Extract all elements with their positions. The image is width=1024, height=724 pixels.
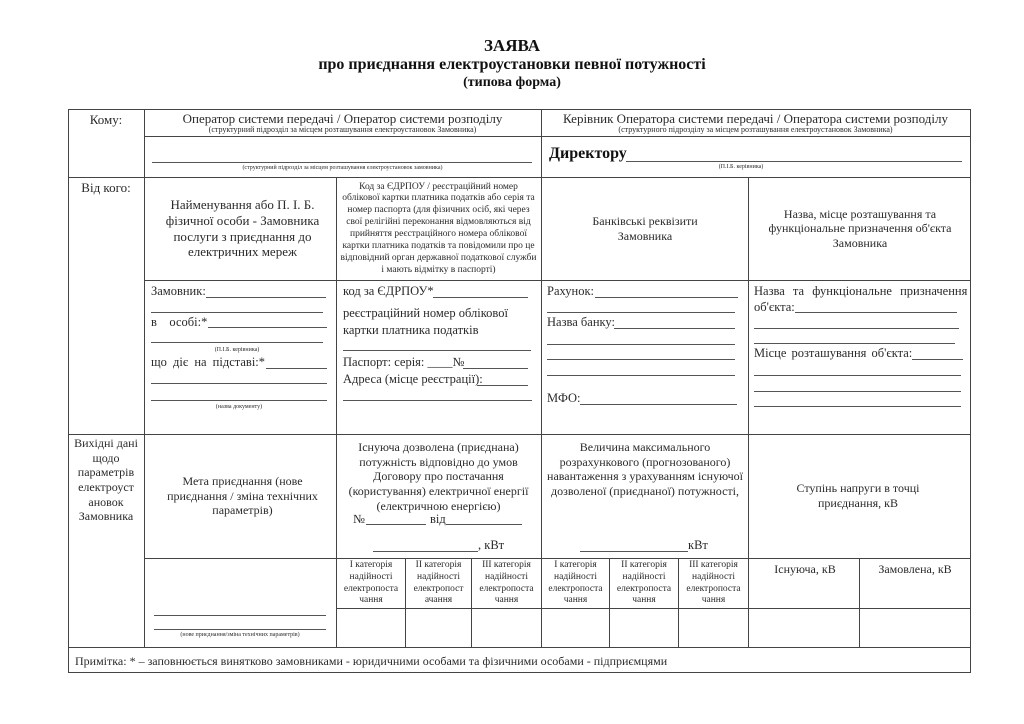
from-label: Від кого:	[81, 180, 131, 195]
bank-name-input-line-2[interactable]	[547, 344, 735, 345]
object-name-label-1: Назва та функціональне призначення	[754, 284, 968, 298]
basis-input-line-3[interactable]	[151, 400, 327, 401]
params-label: Вихідні дані щодо параметрів електроуст ановок Замовника	[74, 436, 138, 524]
border-bottom	[68, 672, 971, 673]
mfo-input-line[interactable]	[580, 404, 737, 405]
footnote: Примітка: * – заповнюється винятково замовниками - юридичними особами та фізичними особами - підприємцями	[75, 654, 668, 668]
customer-code-header: Код за ЄДРПОУ / реєстраційний номер облікової картки платника податків або серія та номер паспорта (для фізичних осіб, які через свої релігійні переконання відмовляються від прийняття реєстраційного номера облікової картки платника податків та повідомили про це відповідний орган державної податкової служби і мають відмітку в паспорті)	[340, 181, 537, 275]
bank-name-input-line[interactable]	[614, 328, 735, 329]
edrpou-input-line[interactable]	[433, 297, 528, 298]
existing-power-header: Існуюча дозволена (приєднана) потужність відповідно до умов Договору про постачання (користування) електричної енергії (електричною енергією)	[348, 440, 529, 513]
passport-label: Паспорт: серія: ____№	[343, 355, 465, 369]
bank-name-input-line-3[interactable]	[547, 359, 735, 360]
object-location-input-line-4[interactable]	[754, 406, 961, 407]
basis-input-line-2[interactable]	[151, 383, 327, 384]
passport-number-input-line[interactable]	[463, 368, 528, 369]
customer-name-header: Найменування або П. І. Б. фізичної особи - Замовника послуги з приєднання до електричних мереж	[165, 196, 320, 260]
basis-input-line[interactable]	[266, 368, 327, 369]
object-name-input-line[interactable]	[795, 312, 957, 313]
head-name-caption: (П.І.Б. керівника)	[214, 347, 260, 353]
form-type: (типова форма)	[463, 75, 561, 90]
existing-cat-3-input[interactable]	[472, 609, 541, 647]
existing-cat-3-header: III категорія надійності електропоста чання	[479, 559, 534, 606]
voltage-header: Ступінь напруги в точці приєднання, кВ	[796, 481, 920, 510]
address-input-line[interactable]	[477, 385, 528, 386]
object-header: Назва, місце розташування та функціональне призначення об'єкта Замовника	[768, 206, 952, 250]
max-cat-2-input[interactable]	[610, 609, 678, 647]
account-label: Рахунок:	[547, 284, 595, 298]
existing-power-input-line[interactable]	[373, 551, 478, 552]
address-label: Адреса (місце реєстрації):	[343, 372, 483, 386]
object-location-input-line-2[interactable]	[754, 375, 961, 376]
operator-subtitle: (структурний підрозділ за місцем розташування електроустановок Замовника)	[208, 125, 477, 134]
purpose-caption: (нове приєднання/зміна технічних параметрів)	[180, 632, 300, 638]
account-input-line-2[interactable]	[547, 312, 735, 313]
max-load-unit: кВт	[688, 538, 708, 552]
bank-name-label: Назва банку:	[547, 315, 615, 329]
contract-no-label: №	[353, 512, 365, 526]
border-top	[68, 109, 971, 110]
object-location-label: Місце розташування об'єкта:	[754, 346, 913, 360]
operator-line-caption: (структурний підрозділ за місцем розташування електроустановок замовника)	[242, 165, 443, 171]
in-person-input-line[interactable]	[208, 327, 327, 328]
document-subtitle: про приєднання електроустановки певної потужності	[318, 56, 706, 73]
max-load-input-line[interactable]	[580, 551, 688, 552]
object-location-input-line-3[interactable]	[754, 391, 961, 392]
existing-cat-2-header: II категорія надійності електропост ачання	[413, 559, 464, 606]
head-title: Керівник Оператора системи передачі / Оператора системи розподілу	[563, 111, 948, 126]
max-load-header: Величина максимального розрахункового (прогнозованого) навантаження з урахуванням існуючої дозволеної (приєднаної) потужності,	[547, 440, 743, 498]
object-name-label-2: об'єкта:	[754, 300, 795, 314]
document-title: ЗАЯВА	[483, 36, 541, 55]
object-name-input-line-3[interactable]	[754, 343, 955, 344]
operator-input-line[interactable]	[152, 162, 532, 163]
max-cat-2-header: II категорія надійності електропоста чання	[616, 559, 672, 606]
director-name-input-line[interactable]	[626, 161, 962, 162]
max-cat-3-header: III категорія надійності електропоста чання	[686, 559, 741, 606]
head-subtitle: (структурного підрозділу за місцем розташування електроустановок Замовника)	[618, 125, 893, 134]
edrpou-label: код за ЄДРПОУ*	[343, 284, 434, 298]
contract-no-input-line[interactable]	[366, 524, 426, 525]
existing-cat-1-header: I категорія надійності електропоста чання	[343, 559, 399, 606]
customer-input-line[interactable]	[206, 297, 326, 298]
to-label: Кому:	[89, 112, 123, 127]
voltage-existing-header: Існуюча, кВ	[774, 562, 836, 576]
purpose-input-line[interactable]	[154, 615, 326, 616]
divider	[144, 136, 971, 137]
existing-power-unit: , кВт	[478, 538, 505, 552]
operator-title: Оператор системи передачі / Оператор системи розподілу	[182, 111, 503, 126]
divider	[748, 177, 749, 647]
document-name-caption: (назва документу)	[215, 404, 263, 410]
basis-label: що діє на підставі:*	[151, 355, 266, 369]
customer-label: Замовник:	[151, 284, 206, 298]
existing-cat-1-input[interactable]	[337, 609, 405, 647]
tax-number-label-2: картки платника податків	[343, 323, 479, 337]
contract-date-input-line[interactable]	[446, 524, 522, 525]
bank-details-header: Банківські реквізити Замовника	[592, 213, 698, 243]
voltage-ordered-header: Замовлена, кВ	[878, 562, 952, 576]
contract-from-label: від	[430, 512, 446, 526]
mfo-label: МФО:	[547, 391, 581, 405]
voltage-existing-input[interactable]	[749, 609, 859, 647]
existing-cat-2-input[interactable]	[406, 609, 471, 647]
tax-number-label-1: реєстраційний номер облікової	[343, 306, 508, 320]
account-input-line[interactable]	[595, 297, 738, 298]
border-right	[970, 109, 971, 673]
director-caption: (П.І.Б. керівника)	[718, 164, 764, 170]
object-name-input-line-2[interactable]	[754, 328, 959, 329]
customer-input-line-2[interactable]	[151, 312, 323, 313]
in-person-label: в особі:*	[151, 315, 208, 329]
max-cat-3-input[interactable]	[679, 609, 748, 647]
in-person-input-line-2[interactable]	[151, 342, 323, 343]
voltage-ordered-input[interactable]	[860, 609, 970, 647]
address-input-line-2[interactable]	[343, 400, 532, 401]
purpose-input-line-2[interactable]	[154, 629, 326, 630]
max-cat-1-header: I категорія надійності електропоста чання	[548, 559, 603, 606]
tax-number-input-line[interactable]	[343, 350, 531, 351]
purpose-header: Мета приєднання (нове приєднання / зміна технічних параметрів)	[167, 474, 318, 518]
divider	[68, 647, 971, 648]
object-location-input-line[interactable]	[912, 359, 963, 360]
divider	[144, 109, 145, 647]
director-label: Директору	[549, 145, 627, 162]
bank-name-input-line-4[interactable]	[547, 375, 735, 376]
divider	[144, 280, 971, 281]
max-cat-1-input[interactable]	[542, 609, 609, 647]
